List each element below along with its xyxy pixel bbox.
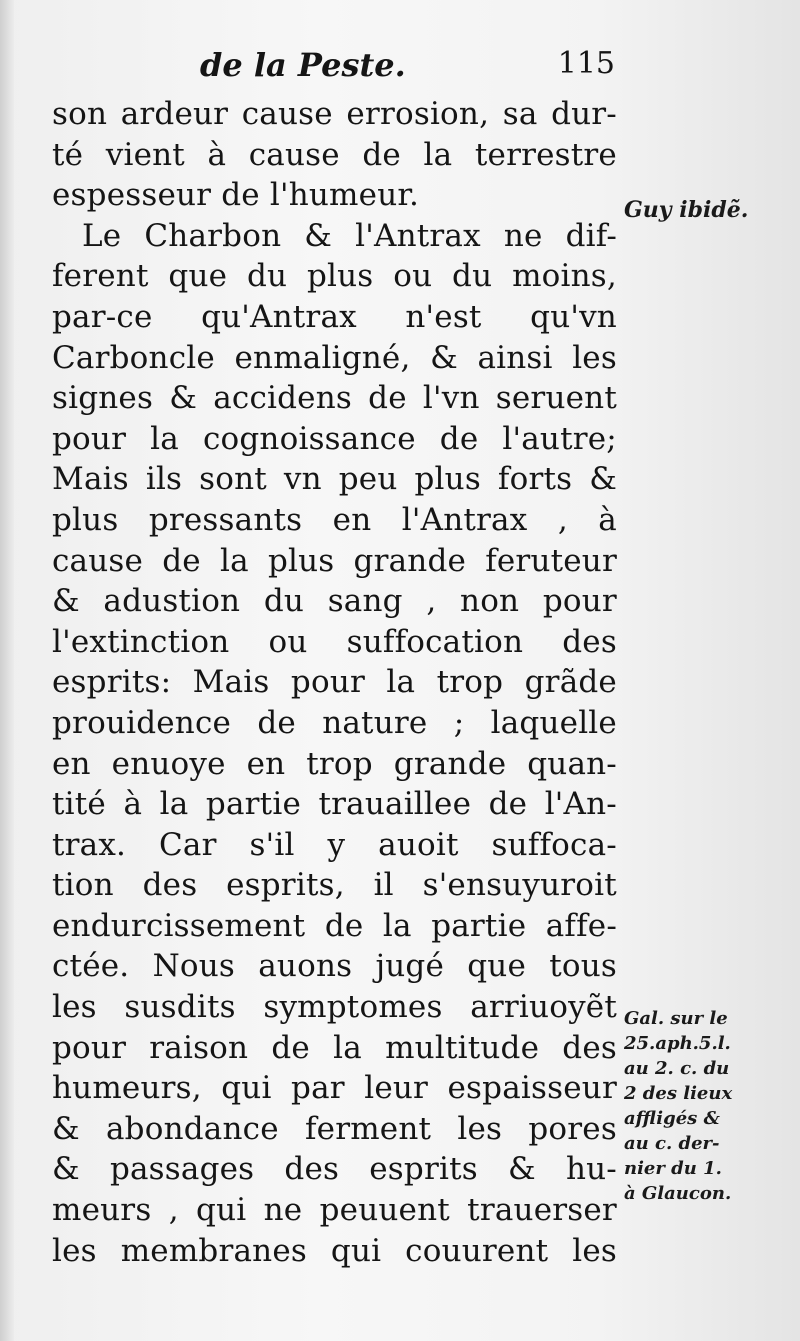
word: auoit [378, 826, 459, 863]
word: que [168, 258, 228, 295]
margin-note-line: nier du 1. [624, 1158, 722, 1179]
word: multitude [385, 1029, 540, 1066]
word: trop [306, 745, 373, 782]
word: du [246, 258, 288, 295]
word: trauerser [467, 1192, 617, 1229]
word: y [327, 826, 346, 863]
word: & [52, 1151, 80, 1188]
text-line [52, 419, 617, 460]
word: humeurs, [52, 1070, 202, 1107]
word: ardeur [120, 96, 229, 132]
word: Nous [152, 948, 236, 985]
word: , [426, 583, 437, 620]
text-line [52, 1190, 617, 1231]
word: de [162, 542, 201, 579]
word: dur- [551, 96, 617, 132]
margin-note-line: 2 des lieux [624, 1083, 733, 1104]
word: enuoye [111, 745, 226, 782]
word: & [589, 461, 617, 498]
word: Charbon [144, 217, 282, 254]
word: nature [322, 704, 428, 741]
text-line [52, 946, 617, 987]
text-line [52, 297, 617, 338]
word: que [467, 948, 526, 985]
text-line [52, 541, 617, 582]
word: passages [109, 1151, 255, 1188]
word: à [598, 501, 617, 538]
margin-note-line: 25.aph.5.l. [624, 1033, 731, 1054]
word: des [142, 867, 198, 904]
word: Car [159, 826, 217, 863]
word: Mais [52, 461, 129, 498]
word: qui [330, 1232, 382, 1269]
word: errosion, [346, 96, 490, 132]
word: la [386, 664, 416, 701]
word: ferment [304, 1110, 432, 1147]
word: ; [453, 704, 465, 741]
word: la [219, 542, 249, 579]
word: auons [258, 948, 353, 985]
word: ne [263, 1192, 303, 1229]
word: partie [431, 907, 527, 944]
margin-note-line: Gal. sur le [624, 1008, 728, 1029]
word: pressants [148, 501, 303, 538]
word: de [362, 136, 401, 173]
text-line [52, 784, 617, 825]
word: trauaillee [318, 786, 472, 823]
word: sa [502, 96, 538, 132]
text-line [52, 1231, 617, 1272]
word: peuuent [319, 1192, 450, 1229]
word: la [333, 1029, 362, 1066]
word: symptomes [263, 989, 443, 1026]
word: vient [105, 136, 185, 173]
word: en [52, 745, 91, 782]
word: accidens [213, 380, 352, 417]
word: à [123, 786, 143, 823]
text-line [52, 744, 617, 785]
text-line [52, 825, 617, 866]
word: meurs [52, 1192, 152, 1229]
word: grande [353, 542, 467, 579]
word: quan- [527, 745, 617, 782]
word: ils [145, 461, 183, 498]
word: & [430, 339, 458, 376]
text-line [52, 906, 617, 947]
word: l'Antrax [401, 501, 528, 538]
word: peu [338, 461, 398, 498]
word: n'est [405, 298, 482, 335]
word: raison [149, 1029, 249, 1066]
word: forts [497, 461, 573, 498]
page-spine-shadow [0, 0, 14, 1341]
text-line [52, 703, 617, 744]
text-line [52, 1028, 617, 1069]
word: affe- [545, 907, 617, 944]
word: s'il [249, 826, 295, 863]
word: des [562, 1029, 617, 1066]
word: par-ce [52, 298, 153, 335]
word: il [373, 867, 394, 904]
text-line [52, 1068, 617, 1109]
word: de [257, 704, 296, 741]
word: son [52, 96, 108, 132]
word: l'Antrax [355, 217, 481, 254]
word: cause [241, 96, 333, 132]
word: leur [364, 1070, 429, 1107]
running-head: de la Peste. [200, 46, 406, 84]
word: trax. [52, 826, 127, 863]
word: cause [248, 136, 340, 173]
word: hu- [565, 1151, 617, 1188]
word: s'ensuyuroit [422, 867, 617, 904]
word: qu'vn [530, 298, 617, 335]
word: de [488, 786, 528, 823]
word: pour [52, 1029, 127, 1066]
word: , [557, 501, 568, 538]
word: té [52, 136, 84, 173]
text-line: espesseur de l'humeur. [52, 177, 420, 214]
margin-note-line: au c. der- [624, 1133, 720, 1154]
text-line [52, 256, 617, 297]
word: qu'Antrax [201, 298, 357, 335]
word: & [508, 1151, 536, 1188]
word: qui [221, 1070, 272, 1107]
word: du [263, 583, 305, 620]
word: grande [393, 745, 507, 782]
word: les [572, 1232, 617, 1269]
word: l'vn [422, 380, 480, 417]
text-line [52, 622, 617, 663]
word: grãde [524, 664, 617, 701]
word: feruteur [485, 542, 617, 579]
text-line [52, 338, 617, 379]
word: les [52, 989, 97, 1026]
word: qui [196, 1192, 247, 1229]
text-line [52, 94, 617, 135]
word: suffoca- [491, 826, 617, 863]
word: pour [290, 664, 366, 701]
word: l'An- [544, 786, 617, 823]
text-line [52, 581, 617, 622]
word: pour [542, 583, 617, 620]
word: de [368, 380, 407, 417]
text-line [52, 135, 617, 176]
word: du [452, 258, 493, 295]
word: les [52, 1232, 97, 1269]
word: plus [306, 258, 374, 295]
word: esprits: [52, 664, 172, 701]
word: sont [199, 461, 267, 498]
word: Mais [192, 664, 270, 701]
word: prouidence [52, 704, 232, 741]
margin-note-line: au 2. c. du [624, 1058, 730, 1079]
word: la [423, 136, 453, 173]
word: seruent [495, 380, 617, 417]
margin-note-guy: Guy ibidẽ. [624, 197, 749, 223]
text-line [52, 987, 617, 1028]
word: Le [82, 217, 122, 254]
word: moins, [512, 258, 617, 295]
word: signes [52, 380, 154, 417]
text-line [52, 459, 617, 500]
word: enmaligné, [234, 339, 411, 376]
word: cause [52, 542, 144, 579]
body-text [52, 94, 617, 1271]
word: en [246, 745, 286, 782]
word: adustion [103, 583, 241, 620]
margin-note-line: à Glaucon. [624, 1183, 732, 1204]
margin-note-galen [624, 1006, 794, 1206]
word: cognoissance [202, 420, 416, 457]
word: la [159, 786, 189, 823]
text-line [52, 865, 617, 906]
text-line [52, 216, 617, 257]
text-line [52, 1109, 617, 1150]
word: des [284, 1151, 340, 1188]
word: ferent [52, 258, 149, 295]
word: & [169, 380, 198, 417]
word: l'autre; [502, 420, 617, 457]
word: ou [268, 623, 308, 660]
word: membranes [120, 1232, 307, 1269]
page-header [55, 46, 615, 96]
word: trop [436, 664, 504, 701]
word: & [52, 583, 80, 620]
word: tité [52, 786, 106, 823]
word: des [562, 623, 617, 660]
word: tous [549, 948, 617, 985]
word: , [168, 1192, 179, 1229]
word: pores [528, 1110, 617, 1147]
word: laquelle [490, 704, 617, 741]
word: ne [503, 217, 543, 254]
text-line [52, 500, 617, 541]
page-number: 115 [557, 46, 615, 81]
word: terrestre [474, 136, 617, 173]
word: & [52, 1110, 80, 1147]
word: esprits [369, 1151, 478, 1188]
word: abondance [106, 1110, 279, 1147]
word: par [291, 1070, 345, 1107]
word: & [304, 217, 333, 254]
word: la [150, 420, 179, 457]
word: jugé [375, 948, 445, 985]
word: ainsi [477, 339, 553, 376]
word: couurent [405, 1232, 549, 1269]
word: dif- [565, 217, 617, 254]
word: sang [327, 583, 403, 620]
word: les [457, 1110, 503, 1147]
word: arriuoyẽt [470, 989, 617, 1026]
word: l'extinction [52, 623, 230, 660]
word: la [382, 907, 412, 944]
word: susdits [124, 989, 236, 1026]
word: de [271, 1029, 310, 1066]
word: de [439, 420, 479, 457]
word: ctée. [52, 948, 130, 985]
word: plus [52, 501, 119, 538]
word: à [207, 136, 227, 173]
word: partie [205, 786, 301, 823]
word: plus [267, 542, 335, 579]
word: plus [414, 461, 481, 498]
word: endurcissement [52, 907, 306, 944]
text-line [52, 378, 617, 419]
word: espaisseur [447, 1070, 617, 1107]
text-line [52, 1149, 617, 1190]
word: de [324, 907, 364, 944]
word: en [332, 501, 372, 538]
word: tion [52, 867, 114, 904]
margin-note-line: affligés & [624, 1108, 720, 1129]
word: esprits, [226, 867, 345, 904]
word: pour [52, 420, 127, 457]
word: suffocation [346, 623, 524, 660]
text-line [52, 662, 617, 703]
word: ou [393, 258, 433, 295]
word: Carboncle [52, 339, 215, 376]
word: les [572, 339, 617, 376]
word: vn [283, 461, 322, 498]
word: non [460, 583, 520, 620]
